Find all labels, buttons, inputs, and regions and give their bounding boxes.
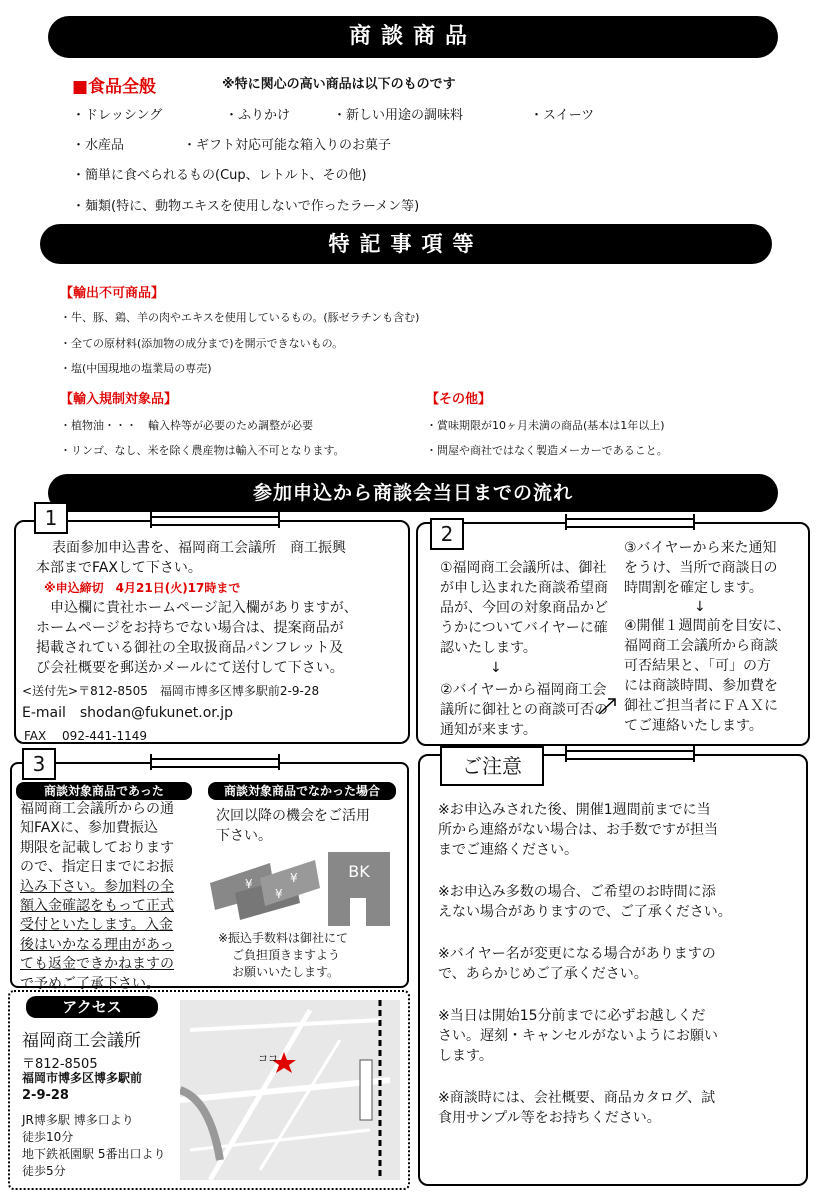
not-applicable-line: 下さい。 xyxy=(216,828,272,844)
step2-line: 議所に御社との商談可否の xyxy=(440,702,608,718)
caution-title-box xyxy=(440,746,544,786)
caution-line: で、あらかじめご了承ください。 xyxy=(438,966,648,982)
applicable-line: 期限を記載しております xyxy=(20,839,174,856)
category-note: ※特に関心の高い商品は以下のものです xyxy=(222,77,456,92)
step2-left-col xyxy=(440,558,608,740)
svg-text:¥: ¥ xyxy=(245,877,253,891)
access-address-line: 2-9-28 xyxy=(22,1088,69,1103)
fee-note xyxy=(218,930,348,981)
access-jr-walk: 徒歩10分 xyxy=(22,1130,74,1144)
caution-line: さい。遅刻・キャンセルがないようにお願い xyxy=(438,1028,718,1044)
step1-line: 表面参加申込書を、福岡商工会議所 商工振興 xyxy=(52,540,346,556)
label-applicable: 商談対象商品であった xyxy=(16,782,192,800)
access-address-line: 福岡市博多区博多駅前 xyxy=(22,1071,143,1085)
products-banner xyxy=(48,16,778,58)
bank-building-icon xyxy=(328,852,390,926)
product-item: ・簡単に食べられるもの(Cup、レトルト、その他) xyxy=(72,168,367,183)
step2-line: 可否結果と、「可」の方 xyxy=(624,658,771,674)
applicable-line: 込み下さい。参加料の全 xyxy=(20,878,174,895)
fee-note-line: ※振込手数料は御社にて xyxy=(218,931,349,945)
caution-line: えない場合がありますので、ご了承ください。 xyxy=(438,904,732,920)
step1-fax: FAX 092-441-1149 xyxy=(24,729,148,743)
step1-line: 本部までFAXして下さい。 xyxy=(36,560,202,576)
step1-line: び会社概要を郵送かメールにて送付して下さい。 xyxy=(36,660,344,676)
access-jr: JR博多駅 博多口より xyxy=(22,1113,134,1127)
other-line: ・賞味期限が10ヶ月未満の商品(基本は1年以上) xyxy=(426,419,665,432)
applicable-line: で予めご了承下さい。 xyxy=(20,975,160,992)
step2-tab xyxy=(565,518,695,528)
step2-line: ③バイヤーから来た通知 xyxy=(624,540,777,556)
applicable-line: 額入金確認をもって正式 xyxy=(20,898,174,915)
caution-line: ※商談時には、会社概要、商品カタログ、試 xyxy=(438,1090,716,1106)
access-zip: 〒812-8505 xyxy=(22,1057,98,1072)
money-illustration-icon xyxy=(205,848,325,923)
export-banned-line: ・牛、豚、鶏、羊の肉やエキスを使用しているもの。(豚ゼラチンも含む) xyxy=(60,311,420,324)
access-subway-walk: 徒歩5分 xyxy=(22,1164,66,1178)
caution-line: ※バイヤー名が変更になる場合がありますの xyxy=(438,946,716,962)
product-item: ・ふりかけ xyxy=(225,108,291,123)
flow-title: 参加申込から商談会当日までの流れ xyxy=(252,482,573,504)
step2-line: てご連絡いたします。 xyxy=(624,718,763,734)
step2-line: ①福岡商工会議所は、御社 xyxy=(440,560,607,576)
caution-item xyxy=(438,944,732,984)
label-not-applicable: 商談対象商品でなかった場合 xyxy=(208,782,396,800)
applicable-line: 後はいかなる理由があっ xyxy=(20,936,174,953)
caution-tab xyxy=(565,750,695,760)
step1-tab xyxy=(150,516,280,526)
step1-line: 掲載されている御社の全取扱商品パンフレット及 xyxy=(36,640,344,656)
step2-number: 2 xyxy=(430,518,464,550)
other-heading: 【その他】 xyxy=(426,392,492,407)
import-restricted-line: ・リンゴ、なし、米を除く農産物は輸入不可となります。 xyxy=(60,444,345,457)
access-map xyxy=(180,1000,400,1180)
step1-number: 1 xyxy=(34,502,68,534)
access-label: アクセス xyxy=(26,996,158,1018)
caution-item xyxy=(438,1088,732,1128)
caution-line: します。 xyxy=(438,1048,493,1064)
step1-deadline: ※申込締切 4月21日(火)17時まで xyxy=(44,581,241,595)
caution-item xyxy=(438,882,732,922)
access-address xyxy=(22,1070,142,1104)
applicable-line: 受付といたします。入金 xyxy=(20,917,173,934)
caution-item xyxy=(438,800,732,860)
access-org: 福岡商工会議所 xyxy=(22,1031,141,1051)
applicable-line: ても返金できかねますの xyxy=(20,956,174,973)
caution-line: ※当日は開始15分前までに必ずお越しくだ xyxy=(438,1008,706,1024)
step1-line: ホームページをお持ちでない場合は、提案商品が xyxy=(36,620,344,636)
export-banned-line: ・塩(中国現地の塩業局の専売) xyxy=(60,362,212,375)
notes-title: 特記事項等 xyxy=(328,232,484,256)
import-restricted-heading: 【輸入規制対象品】 xyxy=(60,392,178,407)
caution-list xyxy=(438,800,732,1128)
not-applicable-text xyxy=(216,806,370,846)
not-applicable-line: 次回以降の機会をご活用 xyxy=(216,808,370,824)
access-directions xyxy=(22,1112,165,1180)
export-banned-heading: 【輸出不可商品】 xyxy=(60,286,165,301)
step2-line: をうけ、当所で商談日の xyxy=(624,560,778,576)
product-item: ・ギフト対応可能な箱入りのお菓子 xyxy=(183,138,392,153)
step2-line: 認いたします。 xyxy=(440,640,537,656)
step2-line: が申し込まれた商談希望商 xyxy=(440,580,608,596)
fee-note-line: お願いいたします。 xyxy=(232,965,340,979)
caution-line: ※お申込みされた後、開催1週間前までに当 xyxy=(438,802,711,818)
export-banned-line: ・全ての原材料(添加物の成分まで)を開示できないもの。 xyxy=(60,337,344,350)
step1-line: 申込欄に貴社ホームページ記入欄がありますが、 xyxy=(50,600,358,616)
applicable-line: 福岡商工会議所からの通 xyxy=(20,801,174,817)
fee-note-line: ご負担頂きますよう xyxy=(232,948,341,962)
bank-label: BK xyxy=(348,862,370,881)
access-subway: 地下鉄祇園駅 5番出口より xyxy=(22,1147,166,1161)
product-item: ・新しい用途の調味料 xyxy=(333,108,464,123)
step3-tab xyxy=(150,758,280,768)
step2-line: 時間割を確定します。 xyxy=(624,580,763,596)
step2-line: うかについてバイヤーに確 xyxy=(440,620,608,636)
step1-email: E-mail shodan@fukunet.or.jp xyxy=(22,705,234,721)
step2-line: には商談時間、参加費を xyxy=(624,678,778,694)
caution-line: 食用サンプル等をお持ちください。 xyxy=(438,1110,661,1126)
applicable-text xyxy=(20,800,174,994)
step2-line: 福岡商工会議所から商談 xyxy=(624,638,778,654)
notes-banner xyxy=(40,224,772,264)
down-arrow-icon: ↓ xyxy=(694,599,706,615)
step2-right-col xyxy=(624,538,791,736)
caution-line: ※お申込み多数の場合、ご希望のお時間に添 xyxy=(438,884,716,900)
step2-line: 通知が来ます。 xyxy=(440,722,537,738)
svg-text:¥: ¥ xyxy=(275,887,283,901)
product-item: ・スイーツ xyxy=(530,108,595,123)
category-heading: ■食品全般 xyxy=(72,77,157,97)
step2-line: ④開催１週間前を目安に、 xyxy=(624,618,791,634)
import-restricted-line: ・植物油・・・ 輸入枠等が必要のため調整が必要 xyxy=(60,419,313,432)
svg-text:¥: ¥ xyxy=(290,871,298,885)
down-arrow-icon: ↓ xyxy=(490,660,502,676)
product-item: ・ドレッシング xyxy=(72,108,163,123)
caution-line: までご連絡ください。 xyxy=(438,842,578,858)
diagonal-arrow-icon xyxy=(596,694,620,718)
step1-text xyxy=(22,538,402,746)
flow-banner xyxy=(48,474,778,512)
products-title: 商談商品 xyxy=(348,24,477,49)
map-here-label: ココ xyxy=(258,1054,278,1065)
step2-line: 御社ご担当者にＦＡＸに xyxy=(624,698,778,714)
applicable-line: ので、指定日までにお振 xyxy=(20,859,174,876)
other-line: ・問屋や商社ではなく製造メーカーであること。 xyxy=(426,444,668,457)
product-item: ・麺類(特に、動物エキスを使用しないで作ったラーメン等) xyxy=(72,199,420,214)
bank-door-icon xyxy=(350,898,366,926)
step1-address: <送付先>〒812-8505 福岡市博多区博多駅前2-9-28 xyxy=(22,684,320,698)
step2-line: 品が、今回の対象商品かど xyxy=(440,600,608,616)
applicable-line: 知FAXに、参加費振込 xyxy=(20,820,158,837)
caution-line: 所から連絡がない場合は、お手数ですが担当 xyxy=(438,822,718,838)
step2-line: ②バイヤーから福岡商工会 xyxy=(440,682,607,698)
step3-number: 3 xyxy=(22,748,56,780)
product-item: ・水産品 xyxy=(72,138,125,153)
caution-item xyxy=(438,1006,732,1066)
caution-title: ご注意 xyxy=(462,754,522,778)
